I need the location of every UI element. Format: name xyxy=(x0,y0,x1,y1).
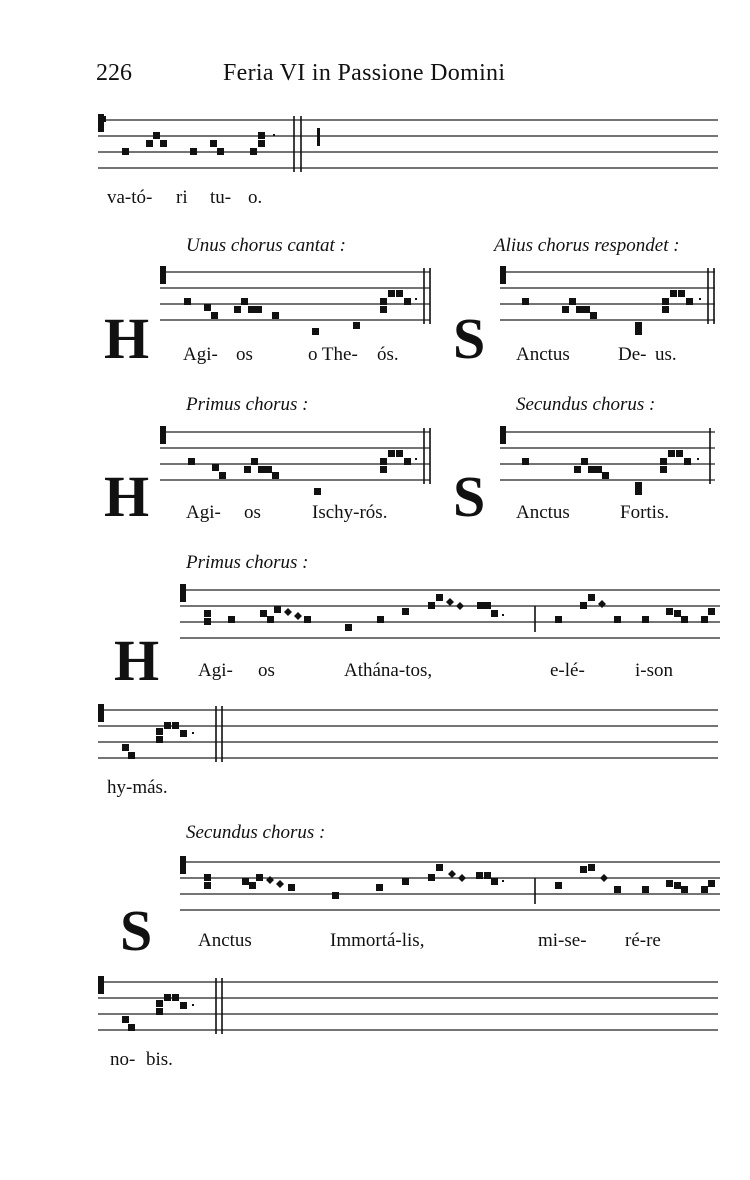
lyric-os-1: os xyxy=(236,344,253,365)
lyric-de: De- xyxy=(618,344,647,365)
clef xyxy=(98,114,106,132)
lyric-us: us. xyxy=(655,344,677,365)
staff-agios-athanatos xyxy=(180,580,720,650)
staff-sanctus-immortalis xyxy=(180,852,720,922)
staff-system-1 xyxy=(98,110,718,180)
lyric-agi-1: Agi- xyxy=(183,344,218,365)
staff-sanctus-fortis xyxy=(500,422,720,492)
rubric-secundus-chorus-1: Secundus chorus : xyxy=(516,394,656,415)
staff-sanctus-deus xyxy=(500,262,720,332)
lyric-tu: tu- xyxy=(210,187,232,208)
staff-nobis xyxy=(98,972,718,1042)
rubric-primus-chorus-1: Primus chorus : xyxy=(186,394,309,415)
initial-s-1: S xyxy=(453,306,486,371)
lyric-os-4: os xyxy=(258,660,275,681)
initial-h-3: H xyxy=(114,628,160,693)
lyric-os-2: ós. xyxy=(377,344,399,365)
initial-h-2: H xyxy=(104,464,150,529)
lyric-o-the: o The- xyxy=(308,344,358,365)
lyric-ri: ri xyxy=(176,187,188,208)
staff-hymas xyxy=(98,700,718,770)
lyric-o: o. xyxy=(248,187,263,208)
staff-agios-ischyros xyxy=(160,422,435,492)
lyric-anctus-3: Anctus xyxy=(198,930,252,951)
lyric-os-3: os xyxy=(244,502,261,523)
lyric-immortalis: Immortá-lis, xyxy=(330,930,425,951)
lyric-bis: bis. xyxy=(146,1049,173,1070)
lyric-misere: mi-se- xyxy=(538,930,587,951)
staff-agios-theos xyxy=(160,262,435,332)
initial-s-3: S xyxy=(120,898,153,963)
lyric-fortis: Fortis. xyxy=(620,502,670,523)
lyric-anctus-2: Anctus xyxy=(516,502,570,523)
lyric-no: no- xyxy=(110,1049,136,1070)
staff-lines xyxy=(98,120,718,168)
lyric-re: ré-re xyxy=(625,930,661,951)
rubric-primus-chorus-2: Primus chorus : xyxy=(186,552,309,573)
page-number: 226 xyxy=(96,60,132,86)
lyric-agi-2: Agi- xyxy=(186,502,221,523)
page-title: Feria VI in Passione Domini xyxy=(223,60,506,86)
lyric-hymas: hy-más. xyxy=(107,777,168,798)
initial-s-2: S xyxy=(453,464,486,529)
lyric-ischyros: Ischy-rós. xyxy=(312,502,388,523)
initial-h-1: H xyxy=(104,306,150,371)
lyric-anctus-1: Anctus xyxy=(516,344,570,365)
lyric-vato: va-tó- xyxy=(107,187,153,208)
rubric-secundus-chorus-2: Secundus chorus : xyxy=(186,822,326,843)
rubric-unus-chorus: Unus chorus cantat : xyxy=(186,235,346,256)
lyric-agi-3: Agi- xyxy=(198,660,233,681)
rubric-alius-chorus: Alius chorus respondet : xyxy=(494,235,680,256)
lyric-ison: i-son xyxy=(635,660,673,681)
lyric-athanatos: Athána-tos, xyxy=(344,660,433,681)
lyric-ele: e-lé- xyxy=(550,660,585,681)
